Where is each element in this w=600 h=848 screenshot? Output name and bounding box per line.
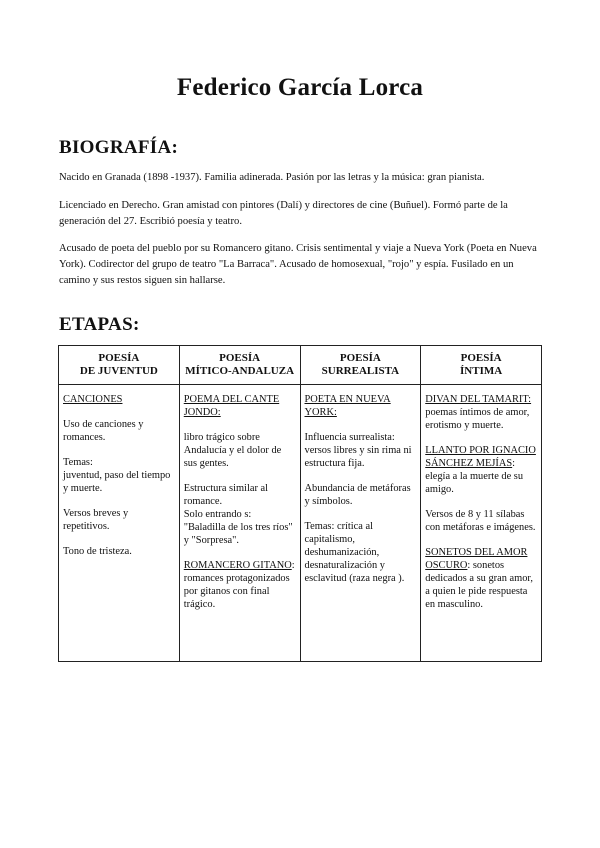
header-poesia-mitico-andaluza bbox=[179, 346, 300, 385]
romancero-desc: romances protagonizados por gitanos con final trágico. bbox=[183, 573, 290, 610]
temas-text: juventud, paso del tiempo y muerte. bbox=[63, 470, 171, 494]
header-line-1: POESÍA bbox=[339, 352, 381, 364]
sonetos-line bbox=[425, 546, 537, 611]
versos-silabas-text: Versos de 8 y 11 sílabas con metáforas e imágenes. bbox=[425, 509, 536, 533]
uso-text: Uso de canciones y romances. bbox=[63, 419, 144, 443]
header-poesia-intima bbox=[421, 346, 542, 385]
nueva-york-title: POETA EN NUEVA YORK: bbox=[304, 394, 391, 418]
divan-title: DIVAN DEL TAMARIT: bbox=[425, 394, 532, 405]
header-line-2: SURREALISTA bbox=[321, 365, 400, 377]
biografia-paragraph-3: Acusado de poeta del pueblo por su Romancero gitano. Crisis sentimental y viaje a Nueva York (Poeta en Nueva York). Codirector del grupo de teatro "La Barraca". Acusado de homosexual, "rojo" y espía. Fusilado en un camino y sus restos siguen sin hallarse. bbox=[59, 243, 537, 286]
etapas-heading: ETAPAS: bbox=[59, 314, 140, 335]
sonetos-title: SONETOS DEL AMOR OSCURO bbox=[425, 547, 528, 571]
romancero-line bbox=[184, 559, 296, 572]
influencia-text: Influencia surrealista: versos libres y sin rima ni estructura fija. bbox=[304, 432, 412, 469]
cante-jondo-title: POEMA DEL CANTE JONDO: bbox=[183, 394, 280, 418]
versos-text: Versos breves y repetitivos. bbox=[63, 508, 129, 532]
romancero-title: ROMANCERO GITANO bbox=[183, 560, 292, 571]
llanto-title: LLANTO POR IGNACIO SÁNCHEZ MEJÍAS bbox=[425, 445, 536, 469]
document-title: Federico García Lorca bbox=[176, 74, 424, 101]
header-line-1: POESÍA bbox=[98, 352, 140, 364]
header-line-2: ÍNTIMA bbox=[460, 365, 503, 377]
cell-poesia-juventud bbox=[59, 385, 180, 662]
header-line-2: MÍTICO-ANDALUZA bbox=[185, 365, 295, 377]
solo-text: Solo entrando s: bbox=[183, 509, 252, 520]
header-line-1: POESÍA bbox=[219, 352, 261, 364]
ejemplos-text: "Baladilla de los tres ríos" y "Sorpresa". bbox=[183, 522, 293, 546]
header-line-2: DE JUVENTUD bbox=[79, 365, 158, 377]
biografia-heading: BIOGRAFÍA: bbox=[59, 137, 179, 158]
divan-desc: poemas íntimos de amor, erotismo y muerte. bbox=[425, 407, 530, 431]
llanto-desc: elegía a la muerte de su amigo. bbox=[425, 471, 524, 495]
header-poesia-surrealista bbox=[300, 346, 421, 385]
canciones-title: CANCIONES bbox=[63, 394, 123, 405]
biografia-paragraph-1: Nacido en Granada (1898 -1937). Familia adinerada. Pasión por las letras y la música: gran pianista. bbox=[59, 172, 485, 183]
temas-label: Temas: bbox=[63, 457, 93, 468]
cante-jondo-desc: libro trágico sobre Andalucía y el dolor de sus gentes. bbox=[183, 432, 282, 469]
table-header-row bbox=[59, 346, 542, 385]
header-poesia-juventud bbox=[59, 346, 180, 385]
header-line-1: POESÍA bbox=[460, 352, 502, 364]
cell-poesia-surrealista bbox=[300, 385, 421, 662]
llanto-line bbox=[425, 444, 537, 470]
romancero-colon: : bbox=[291, 560, 295, 571]
table-content-row bbox=[59, 385, 542, 662]
cell-poesia-mitico-andaluza bbox=[179, 385, 300, 662]
abundancia-text: Abundancia de metáforas y símbolos. bbox=[304, 483, 411, 507]
estructura-text: Estructura similar al romance. bbox=[183, 483, 269, 507]
llanto-colon: : bbox=[512, 458, 516, 469]
temas-critica-text: Temas: crítica al capitalismo, deshumanización, desnaturalización y esclavitud (raza negra ). bbox=[304, 521, 405, 584]
cell-poesia-intima bbox=[421, 385, 542, 662]
sonetos-desc: : sonetos dedicados a su gran amor, a quien le pide respuesta en masculino. bbox=[425, 560, 534, 610]
tono-text: Tono de tristeza. bbox=[63, 546, 132, 557]
biografia-paragraph-2: Licenciado en Derecho. Gran amistad con pintores (Dalí) y directores de cine (Buñuel). Formó parte de la generación del 27. Escribió poesía y teatro. bbox=[59, 200, 508, 227]
etapas-table bbox=[58, 345, 542, 662]
